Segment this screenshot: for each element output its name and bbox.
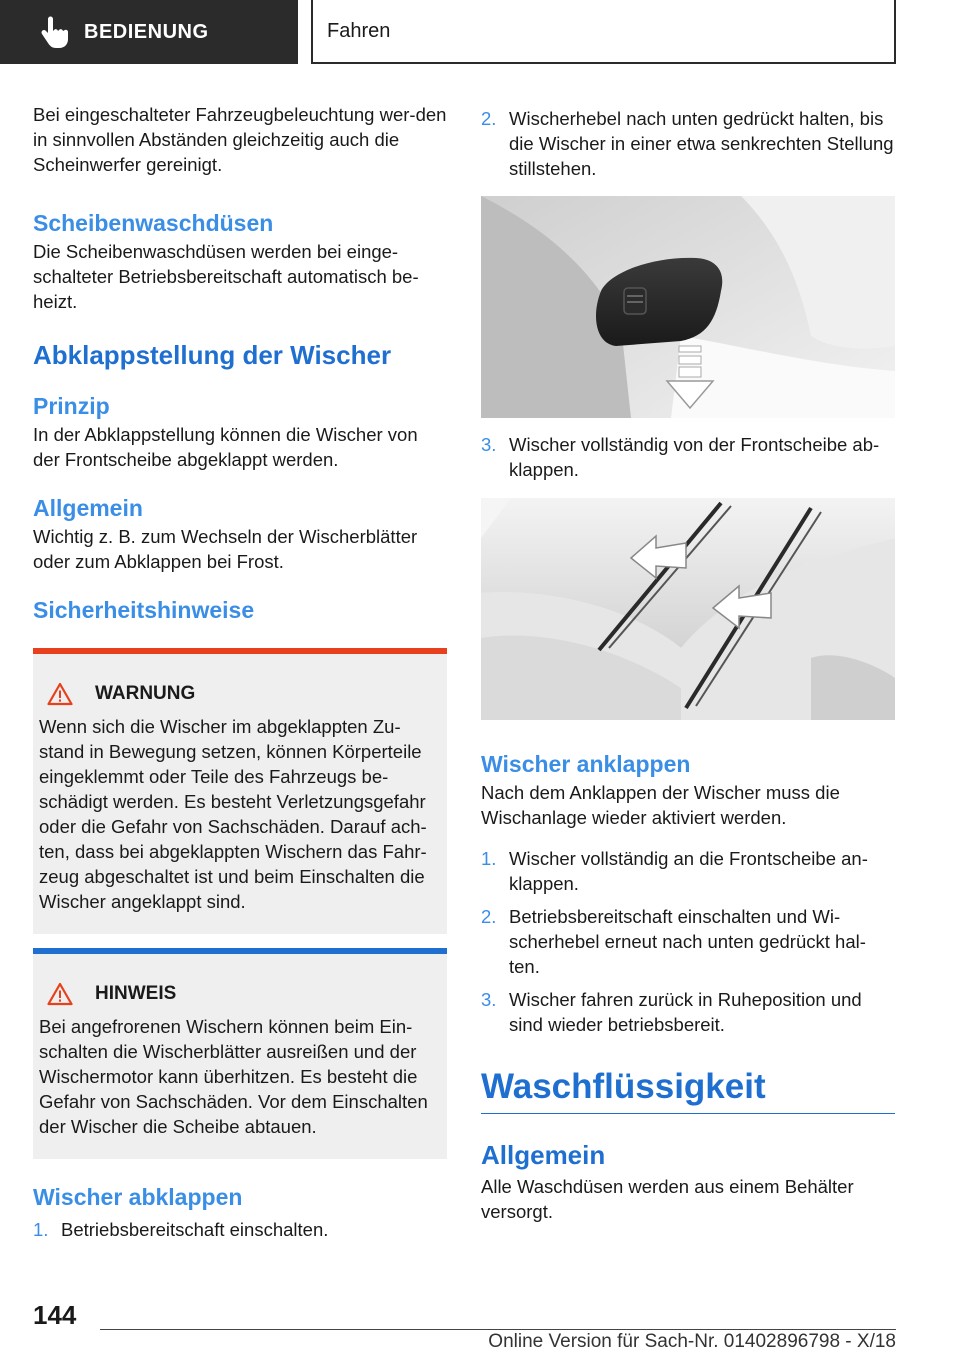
heading-scheibenwaschduesen: Scheibenwaschdüsen (33, 210, 274, 236)
step-number: 2. (481, 906, 497, 927)
right-column (481, 106, 895, 1224)
step-number: 3. (481, 989, 497, 1010)
chapter-label: BEDIENUNG (84, 20, 209, 43)
step-number: 1. (481, 848, 497, 869)
anklappen-text: Nach dem Anklappen der Wischer muss die Wischanlage wieder aktiviert werden. (481, 782, 840, 828)
notice-box (33, 948, 447, 1159)
list-item (481, 432, 895, 482)
heading-sicherheitshinweise: Sicherheitshinweise (33, 597, 255, 623)
heading-abklappstellung: Abklappstellung der Wischer (33, 340, 392, 370)
section-title: Fahren (311, 0, 896, 64)
wipers-folded-illustration (481, 498, 895, 720)
list-item (481, 846, 895, 896)
scheibenwasch-text: Die Scheibenwaschdüsen werden bei einge-schalteter Betriebsbereitschaft automatisch be-heizt. (33, 241, 419, 312)
footer-divider (100, 1329, 896, 1330)
list-item (481, 987, 895, 1037)
warning-label: WARNUNG (95, 683, 196, 704)
chapter-tab[interactable] (0, 0, 298, 64)
list-item (481, 106, 895, 181)
step-text: Wischer fahren zurück in Ruheposition und sind wieder betriebsbereit. (509, 989, 862, 1035)
hand-pointer-icon (36, 15, 70, 49)
warning-box (33, 648, 447, 934)
step-text: Betriebsbereitschaft einschalten. (61, 1219, 329, 1240)
heading-allgemein: Allgemein (33, 495, 143, 521)
wiper-lever-drawing (481, 196, 895, 418)
footer-text: Online Version für Sach-Nr. 01402896798 - X/18 (488, 1331, 896, 1352)
list-item (481, 904, 895, 979)
allgemein-text: Wichtig z. B. zum Wechseln der Wischerblätter oder zum Abklappen bei Frost. (33, 526, 418, 572)
step-number: 2. (481, 108, 497, 129)
heading-waschfluessigkeit: Waschflüssigkeit (481, 1067, 766, 1106)
notice-text: Bei angefrorenen Wischern können beim Ein-schalten die Wischerblätter ausreißen und der Wischermotor kann überhitzen. Es besteht die Gefahr von Sachschäden. Vor dem Einschalten der Wischer die Scheibe abtauen. (39, 1016, 428, 1137)
heading-prinzip: Prinzip (33, 393, 110, 419)
page-number: 144 (33, 1300, 77, 1330)
prinzip-text: In der Abklappstellung können die Wischer von der Frontscheibe abgeklappt werden. (33, 424, 418, 470)
heading-allgemein-2: Allgemein (481, 1140, 606, 1170)
step-text: Betriebsbereitschaft einschalten und Wi-scherhebel erneut nach unten gedrückt hal-ten. (509, 906, 866, 977)
warning-triangle-icon (47, 682, 73, 706)
notice-label: HINWEIS (95, 983, 177, 1004)
heading-wischer-abklappen: Wischer abklappen (33, 1184, 243, 1210)
step-text: Wischerhebel nach unten gedrückt halten, bis die Wischer in einer etwa senkrechten Stellung stillstehen. (509, 108, 894, 179)
list-item (33, 1217, 447, 1242)
wiper-lever-illustration (481, 196, 895, 418)
heading-wischer-anklappen: Wischer anklappen (481, 751, 691, 777)
notice-triangle-icon (47, 982, 73, 1006)
left-column (33, 102, 447, 1242)
step-number: 3. (481, 434, 497, 455)
step-number: 1. (33, 1219, 49, 1240)
wipers-folded-drawing (481, 498, 895, 720)
waschfl-allgemein-text: Alle Waschdüsen werden aus einem Behälter versorgt. (481, 1176, 854, 1222)
step-text: Wischer vollständig von der Frontscheibe ab-klappen. (509, 434, 880, 480)
step-text: Wischer vollständig an die Frontscheibe an-klappen. (509, 848, 868, 894)
warning-text: Wenn sich die Wischer im abgeklappten Zu-stand in Bewegung setzen, können Körperteile eingeklemmt oder Teile des Fahrzeugs be-schädigt werden. Es besteht Verletzungsgefahr oder die Gefahr von Sachschäden. Darauf ach-ten, dass bei abgeklappten Wischern das Fahr-zeug abgeschaltet ist und beim Einschalten die Wischer angeklappt sind. (39, 716, 427, 912)
intro-text: Bei eingeschalteter Fahrzeugbeleuchtung wer-den in sinnvollen Abständen gleichzeitig auch die Scheinwerfer gereinigt. (33, 104, 447, 175)
waschfluessigkeit-heading-block (481, 1067, 895, 1114)
